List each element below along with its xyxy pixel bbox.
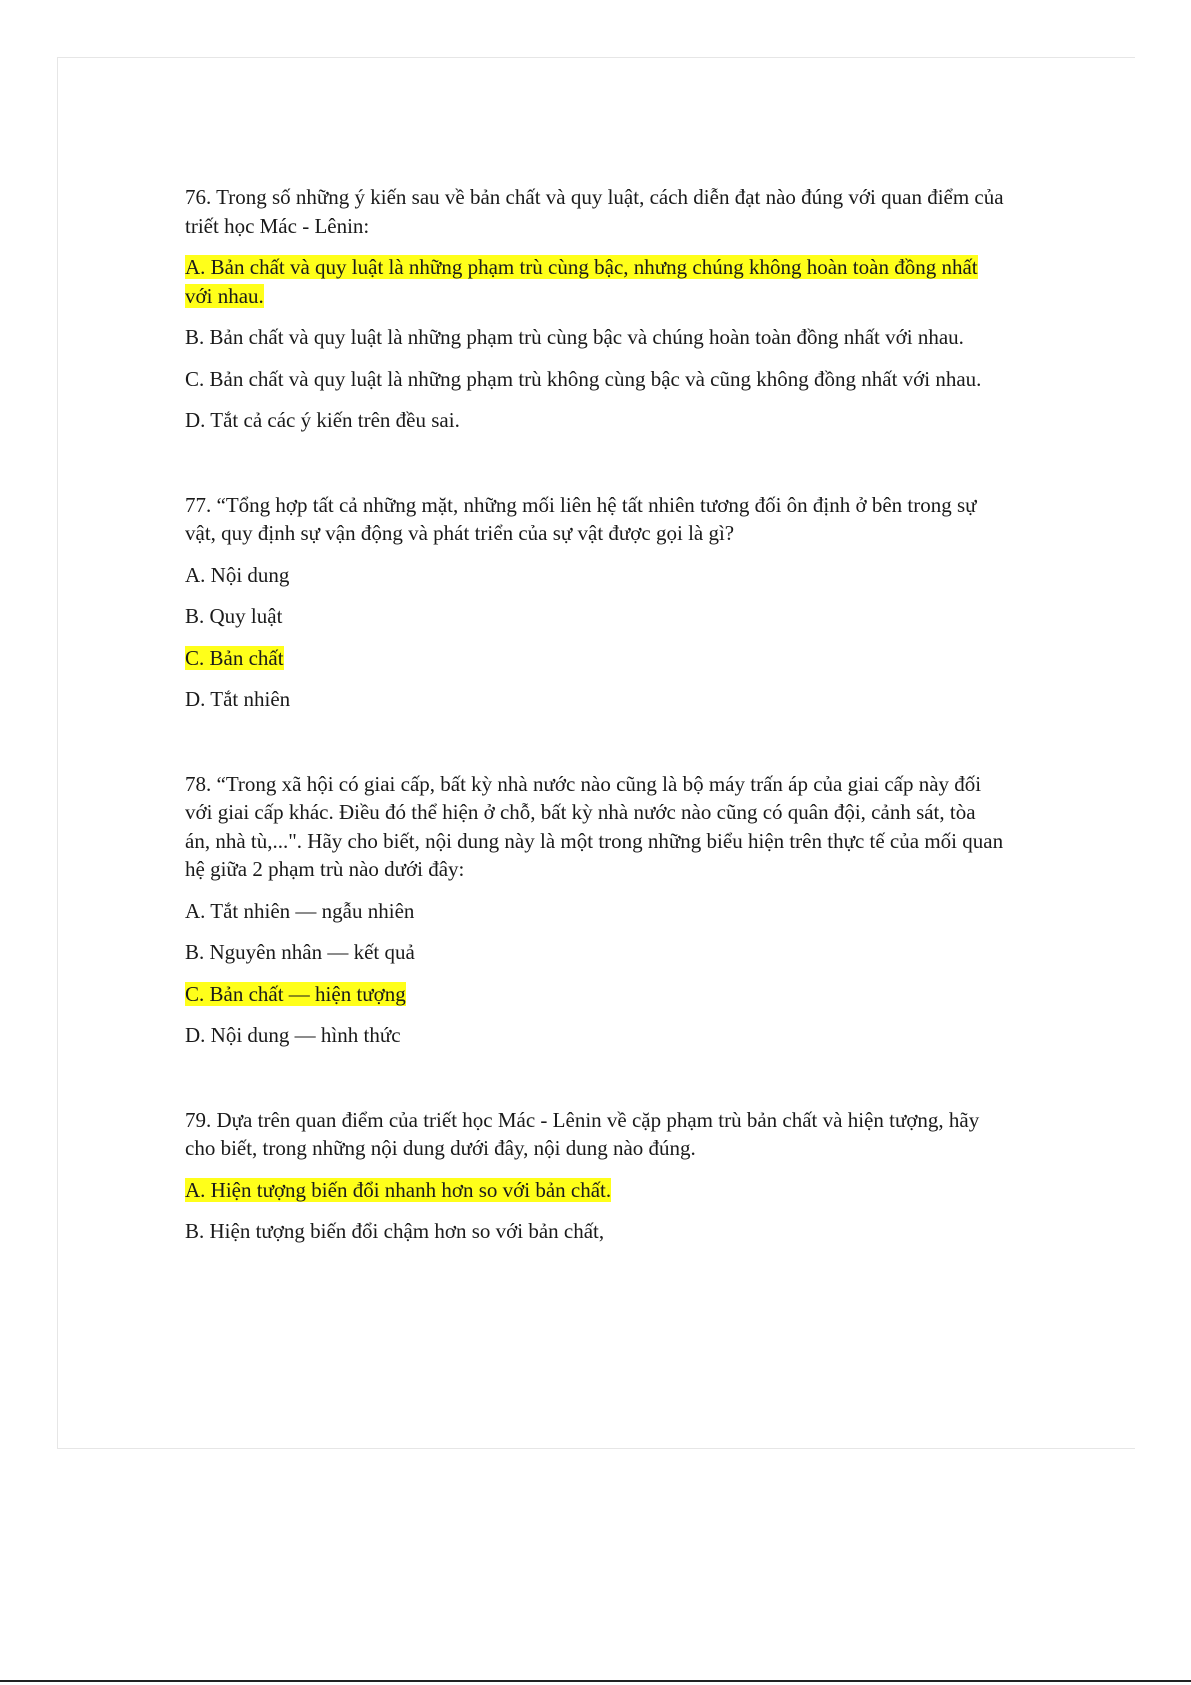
option-c — [185, 980, 1005, 1009]
answer-highlight: A. Bản chất và quy luật là những phạm trù cùng bậc, nhưng chúng không hoàn toàn đồng nhất với nhau. — [185, 255, 978, 308]
option-b: B. Bản chất và quy luật là những phạm trù cùng bậc và chúng hoàn toàn đồng nhất với nhau. — [185, 325, 964, 349]
document-content — [185, 183, 1005, 1302]
option-b: B. Hiện tượng biến đổi chậm hơn so với bản chất, — [185, 1219, 605, 1243]
option-c — [185, 644, 1005, 673]
answer-highlight: C. Bản chất — hiện tượng — [185, 981, 406, 1006]
option-d: D. Tắt nhiên — [185, 687, 291, 711]
question-text: 78. “Trong xã hội có giai cấp, bất kỳ nhà nước nào cũng là bộ máy trấn áp của giai cấp này đối với giai cấp khác. Điều đó thể hiện ở chỗ, bất kỳ nhà nước nào cũng có quân đội, cảnh sát, tòa án, nhà tù,...". Hãy cho biết, nội dung này là một trong những biểu hiện trên thực tế của mối quan hệ giữa 2 phạm trù nào dưới đây: — [185, 771, 1004, 881]
option-a — [185, 1176, 1005, 1205]
option-b: B. Nguyên nhân — kết quả — [185, 940, 415, 964]
option-b: B. Quy luật — [185, 604, 283, 628]
option-d: D. Nội dung — hình thức — [185, 1023, 401, 1047]
question-78 — [185, 770, 1005, 1050]
question-77 — [185, 491, 1005, 714]
question-79 — [185, 1106, 1005, 1246]
option-a: A. Tắt nhiên — ngẫu nhiên — [185, 898, 415, 923]
question-76 — [185, 183, 1005, 435]
answer-highlight: C. Bản chất — [185, 645, 284, 670]
option-a: A. Nội dung — [185, 562, 290, 587]
option-d: D. Tắt cả các ý kiến trên đều sai. — [185, 408, 460, 432]
answer-highlight: A. Hiện tượng biến đổi nhanh hơn so với bản chất. — [185, 1177, 612, 1202]
question-text: 79. Dựa trên quan điểm của triết học Mác - Lênin về cặp phạm trù bản chất và hiện tượng, hãy cho biết, trong những nội dung dưới đây, nội dung nào đúng. — [185, 1107, 980, 1160]
option-c: C. Bản chất và quy luật là những phạm trù không cùng bậc và cũng không đồng nhất với nhau. — [185, 366, 982, 391]
question-text: 77. “Tổng hợp tất cả những mặt, những mối liên hệ tất nhiên tương đối ôn định ở bên trong sự vật, quy định sự vận động và phát triển của sự vật được gọi là gì? — [185, 492, 977, 545]
option-a — [185, 253, 1005, 310]
question-text: 76. Trong số những ý kiến sau về bản chất và quy luật, cách diễn đạt nào đúng với quan điểm của triết học Mác - Lênin: — [185, 185, 1004, 238]
bottom-divider — [0, 1680, 1191, 1682]
